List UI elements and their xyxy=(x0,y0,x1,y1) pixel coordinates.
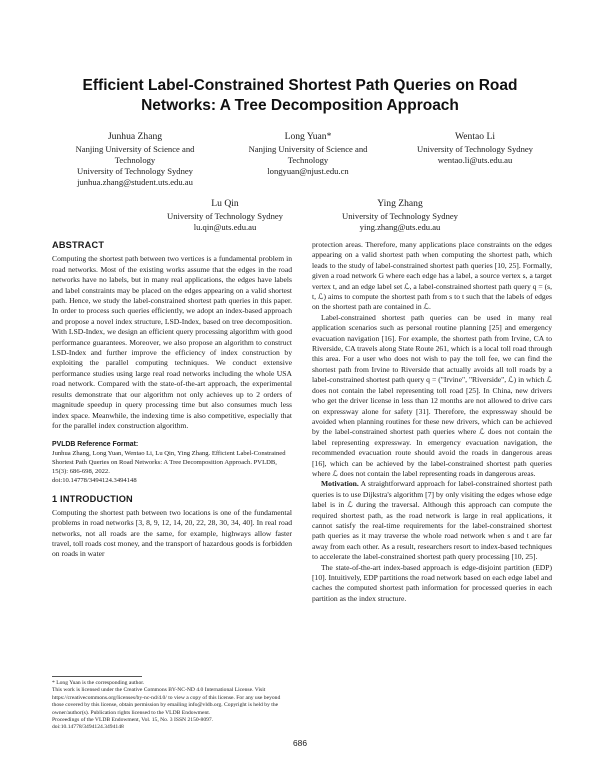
author-affiliation: Nanjing University of Science and Technology xyxy=(248,144,368,165)
author-affiliation: University of Technology Sydney xyxy=(342,211,458,221)
intro-paragraph: Computing the shortest path between two locations is one of the fundamental problems in road networks [3, 8, 9, 12, 14, 20, 22, 28, 30, 34, 40]. In real road networks, not all roads are the same, for example, highways allow faster travel, toll roads cost money, and the transport of hazardous goods is forbidden on roads in water xyxy=(52,507,292,559)
motivation-runin-heading: Motivation. xyxy=(321,479,359,489)
footnote-proceedings: Proceedings of the VLDB Endowment, Vol. 15, No. 3 ISSN 2150-8097. xyxy=(52,717,214,724)
left-column xyxy=(52,240,292,560)
author-email: wentao.li@uts.edu.au xyxy=(437,155,513,165)
right-column xyxy=(312,240,552,604)
author-affiliation: University of Technology Sydney xyxy=(167,211,283,221)
author-block-2 xyxy=(228,131,388,177)
footnote-doi: doi:10.14778/3494124.3494148 xyxy=(52,724,124,731)
paragraph-edp: The state-of-the-art index-based approach is edge-disjoint partition (EDP) [10]. Intuitively, EDP partitions the road network based on each edge label and caches the computed shortest path information for processed queries in each partition as the index structure. xyxy=(312,562,552,603)
author-name: Ying Zhang xyxy=(377,198,423,209)
author-name: Long Yuan* xyxy=(284,131,332,142)
author-block-5 xyxy=(315,198,485,233)
author-email: longyuan@njust.edu.cn xyxy=(267,166,349,176)
motivation-text: A straightforward approach for label-constrained shortest path queries is to use Dijkstra's algorithm [7] by only visiting the edges whose edge label is in ℒ during the traversal. Although this approach can compute the required shortest path, as the road network is large in real applications, it cannot satisfy the real-time requirements for the label-constrained shortest path queries as it may traverse the whole road network when s and t are far away from each other. As a result, researchers resort to index-based techniques to accelerate the label-constrained shortest path query processing [10, 25]. xyxy=(312,479,553,562)
author-block-3 xyxy=(395,131,555,166)
reference-format-heading: PVLDB Reference Format: xyxy=(52,441,139,449)
author-affiliation-2: University of Technology Sydney xyxy=(77,166,193,176)
footnote-corresponding: * Long Yuan is the corresponding author. xyxy=(52,680,145,686)
author-email: junhua.zhang@student.uts.edu.au xyxy=(77,177,193,187)
footnote-license: This work is licensed under the Creative Commons BY-NC-ND 4.0 International License. Visit https://creativecommons.org/licenses/by-nc-nd/4.0/ to view a copy of this license. For any use beyond those covered by this license, obtain permission by emailing info@vldb.org. Copyright is held by the owner/author(s). Publication rights licensed to the VLDB Endowment. xyxy=(52,687,281,716)
author-name: Wentao Li xyxy=(455,131,495,142)
paragraph-protection-areas: protection areas. Therefore, many applications place constraints on the edges appearing on a valid shortest path when computing the shortest path, which leads to the study of label-constrained shortest path queries [10, 25]. Formally, given a road network G where each edge has a label, a source vertex s, a target vertex t, and an edge label set ℒ, a label-constrained shortest path query q = (s, t, ℒ) aims to compute the shortest path from s to t such that the labels of edges on the shortest path are contained in ℒ. xyxy=(312,240,552,312)
author-block-4 xyxy=(140,198,310,233)
abstract-heading: ABSTRACT xyxy=(52,240,105,250)
reference-format-text: Junhua Zhang, Long Yuan, Wentao Li, Lu Qin, Ying Zhang. Efficient Label-Constrained Shortest Path Queries on Road Networks: A Tree Decomposition Approach. PVLDB, 15(3): 686-698, 2022. xyxy=(52,450,286,476)
page-number: 686 xyxy=(293,738,307,748)
reference-format-doi: doi:10.14778/3494124.3494148 xyxy=(52,477,137,485)
paragraph-motivation xyxy=(312,479,552,562)
section-heading-introduction: 1 INTRODUCTION xyxy=(52,494,133,505)
abstract-text: Computing the shortest path between two vertices is a fundamental problem in road networks. Most of the existing works assume that the edges in the road networks have no labels, but in many real applications, the edges have labels and label constraints may be placed on the edges appearing on a valid shortest path. Hence, we study the label-constrained shortest path queries in this paper. In order to process such queries efficiently, we adopt an index-based approach and propose a novel index structure, LSD-Index, based on tree decomposition. With LSD-Index, we design an efficient query processing algorithm with good performance guarantees. Moreover, we also propose an algorithm to construct LSD-Index and further improve the efficiency of index construction by exploiting the parallel computing techniques. We conduct extensive performance studies using large real road networks including the whole USA road network. Compared with the state-of-the-art approach, the experimental results demonstrate that our algorithm not only achieves up to 2 orders of magnitude speedup in query processing time but also consumes much less index space. Meanwhile, the indexing time is also competitive, especially that for the parallel index construction algorithm. xyxy=(52,254,292,430)
author-affiliation: Nanjing University of Science and Technology xyxy=(75,144,195,165)
author-name: Lu Qin xyxy=(211,198,239,209)
footnote-rule xyxy=(52,676,142,677)
author-block-1 xyxy=(60,131,210,188)
paper-title: Efficient Label-Constrained Shortest Path Queries on Road Networks: A Tree Decomposition Approach xyxy=(82,77,518,114)
author-affiliation: University of Technology Sydney xyxy=(417,144,533,154)
paragraph-applications: Label-constrained shortest path queries can be used in many real application scenarios such as personal routine planning [25] and emergency evacuation navigation [16]. For example, the shortest path from Irvine, CA to Riverside, CA travels along State Route 261, which is a local toll road through this area. For a user who does not wish to pay the toll fee, we can find the shortest path from Irvine to Riverside that actually avoids all toll roads by a label-constrained shortest path query q = ("Irvine", "Riverside", ℒ) in which ℒ does not contain the label representing toll road [25]. In China, new drivers who get the driver license in less than 12 months are not allowed to drive cars on expressway alone for safety [31]. Therefore, the expressway should be avoided when planning routines for these new drivers, which can be achieved by the label-constrained shortest path queries where ℒ does not contain the label representing expressway. In emergency evacuation navigation, the recommended evacuation route should avoid the roads in dangerous areas [16], which can be achieved by the label-constrained shortest path queries where ℒ does not contain the label representing roads in dangerous areas. xyxy=(312,312,552,478)
author-name: Junhua Zhang xyxy=(107,131,163,142)
author-email: ying.zhang@uts.edu.au xyxy=(359,222,441,232)
author-email: lu.qin@uts.edu.au xyxy=(193,222,257,232)
footnotes xyxy=(52,676,292,732)
reference-format xyxy=(52,440,292,485)
